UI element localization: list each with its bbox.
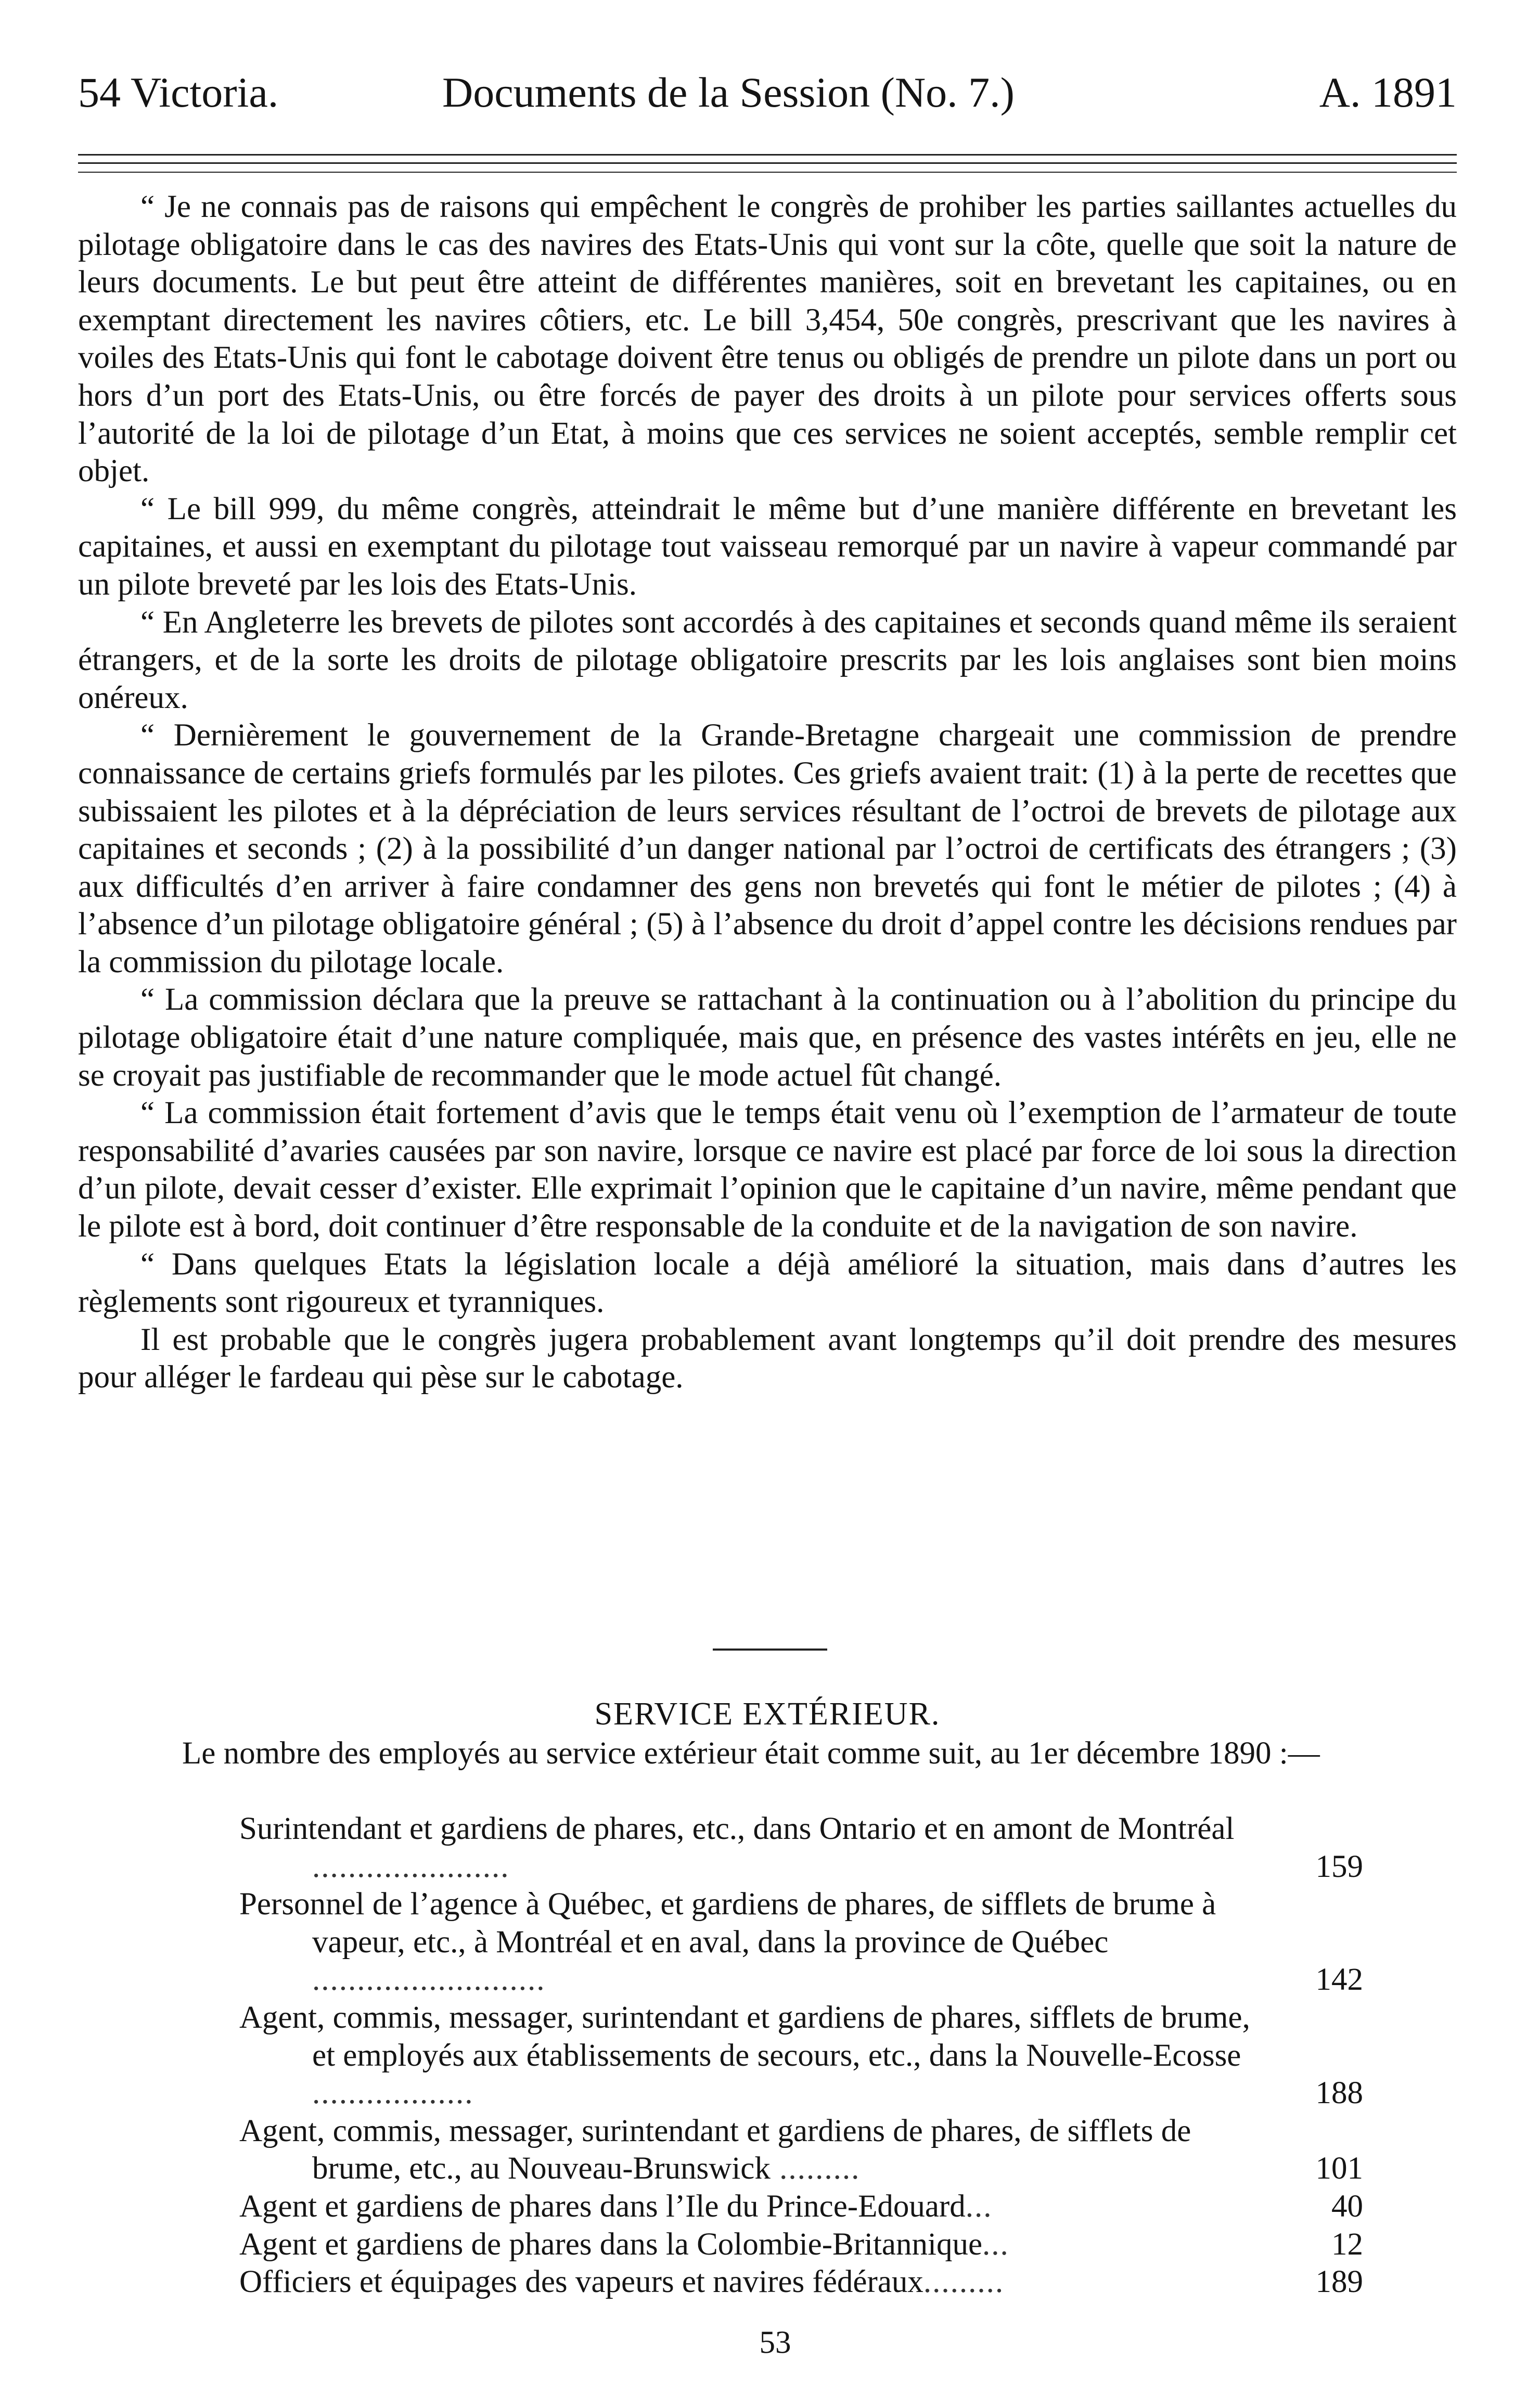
list-item-label: Agent, commis, messager, surintendant et gardiens de phares, de sifflets de brume, etc., au Nouveau-Brunswick	[239, 2113, 1191, 2186]
header-title: Documents de la Session (No. 7.)	[442, 69, 1015, 116]
list-item-count: 40	[1331, 2188, 1363, 2224]
body-text	[78, 188, 1457, 1397]
list-item-count: 142	[1315, 1962, 1363, 1998]
list-item	[239, 2188, 1363, 2226]
header-volume: 54 Victoria.	[78, 69, 279, 116]
header-rule	[78, 172, 1457, 173]
paragraph: “ Je ne connais pas de raisons qui empêchent le congrès de prohiber les parties saillantes actuelles du pilotage obligatoire dans le cas des navires des Etats-Unis qui vont sur la côte, quelle que soit la nature de leurs documents. Le but peut être atteint de différentes manières, soit en brevetant les capitaines, ou en exemptant directement les navires côtiers, etc. Le bill 3,454, 50e congrès, prescrivant que les navires à voiles des Etats-Unis qui font le cabotage doivent être tenus ou obligés de prendre un pilote dans un port ou hors d’un port des Etats-Unis, ou être forcés de payer des droits à un pilote pour services offerts sous l’autorité de la loi de pilotage d’un Etat, à moins que ces services ne soient acceptés, semble remplir cet objet.	[78, 189, 1457, 489]
list-item	[239, 1886, 1363, 1999]
leader-dots: ...	[982, 2226, 1009, 2262]
leader-dots: .........	[923, 2264, 1005, 2300]
list-item	[239, 1999, 1363, 2113]
running-header	[78, 67, 1457, 119]
page-number: 53	[759, 2325, 791, 2360]
header-rule	[78, 162, 1457, 164]
paragraph: “ La commission déclara que la preuve se rattachant à la continuation ou à l’abolition du principe du pilotage obligatoire était d’une nature compliquée, mais que, en présence des vastes intérêts en jeu, elle ne se croyait pas justifiable de recommander que le mode actuel fût changé.	[78, 982, 1457, 1093]
header-rule	[78, 154, 1457, 156]
paragraph: “ Dans quelques Etats la législation locale a déjà amélioré la situation, mais dans d’autres les règlements sont rigoureux et tyranniques.	[78, 1246, 1457, 1320]
leader-dots: ..........................	[312, 1962, 546, 1998]
list-item-count: 159	[1315, 1849, 1363, 1884]
list-item-count: 12	[1331, 2226, 1363, 2262]
section-separator	[713, 1649, 827, 1651]
leader-dots: ......................	[312, 1849, 510, 1884]
list-item-label: Agent et gardiens de phares dans la Colombie-Britannique	[239, 2226, 983, 2262]
paragraph: “ En Angleterre les brevets de pilotes sont accordés à des capitaines et seconds quand même ils seraient étrangers, et de la sorte les droits de pilotage obligatoire prescrits par les lois anglaises sont bien moins onéreux.	[78, 604, 1457, 715]
employee-list	[239, 1810, 1363, 2301]
list-item-count: 188	[1315, 2076, 1363, 2111]
list-item	[239, 2113, 1363, 2188]
list-item-label: Surintendant et gardiens de phares, etc., dans Ontario et en amont de Montréal	[239, 1811, 1235, 1846]
leader-dots: ..................	[312, 2076, 474, 2111]
paragraph: “ Le bill 999, du même congrès, atteindrait le même but d’une manière différente en brevetant les capitaines, et aussi en exemptant du pilotage tout vaisseau remorqué par un navire à vapeur commandé par un pilote breveté par les lois des Etats-Unis.	[78, 491, 1457, 602]
paragraph: “ La commission était fortement d’avis que le temps était venu où l’exemption de l’armateur de toute responsabilité d’avaries causées par son navire, lorsque ce navire est placé par force de loi sous la direction d’un pilote, devait cesser d’exister. Elle exprimait l’opinion que le capitaine d’un navire, même pendant que le pilote est à bord, doit continuer d’être responsable de la conduite et de la navigation de son navire.	[78, 1096, 1457, 1244]
list-item-label: Agent, commis, messager, surintendant et gardiens de phares, sifflets de brume, et employés aux établissements de secours, etc., dans la Nouvelle-Ecosse	[239, 2000, 1250, 2073]
list-item-count: 189	[1315, 2264, 1363, 2300]
list-item-label: Agent et gardiens de phares dans l’Ile du Prince-Edouard	[239, 2188, 966, 2224]
section-title: SERVICE EXTÉRIEUR.	[594, 1696, 941, 1732]
leader-dots: .........	[770, 2151, 861, 2186]
list-item	[239, 2226, 1363, 2264]
intro-paragraph: Le nombre des employés au service extérieur était comme suit, au 1er décembre 1890 :—	[182, 1736, 1320, 1771]
section-intro	[78, 1735, 1457, 1773]
list-item-count: 101	[1315, 2151, 1363, 2186]
list-item-label: Officiers et équipages des vapeurs et navires fédéraux	[239, 2264, 923, 2300]
header-year: A. 1891	[1319, 69, 1457, 116]
list-item	[239, 1810, 1363, 1886]
paragraph: Il est probable que le congrès jugera probablement avant longtemps qu’il doit prendre des mesures pour alléger le fardeau qui pèse sur le cabotage.	[78, 1322, 1457, 1395]
leader-dots: ...	[965, 2188, 993, 2224]
paragraph: “ Dernièrement le gouvernement de la Grande-Bretagne chargeait une commission de prendre connaissance de certains griefs formulés par les pilotes. Ces griefs avaient trait: (1) à la perte de recettes que subissaient les pilotes et à la dépréciation de leurs services résultant de l’octroi de brevets de pilotage aux capitaines et seconds ; (2) à la possibilité d’un danger national par l’octroi de certificats des étrangers ; (3) aux difficultés d’en arriver à faire condamner des gens non brevetés qui font le métier de pilotes ; (4) à l’absence d’un pilotage obligatoire général ; (5) à l’absence du droit d’appel contre les décisions rendues par la commission du pilotage locale.	[78, 718, 1457, 980]
list-item-label: Personnel de l’agence à Québec, et gardiens de phares, de sifflets de brume à vapeur, etc., à Montréal et en aval, dans la province de Québec	[239, 1887, 1216, 1960]
list-item	[239, 2263, 1363, 2301]
